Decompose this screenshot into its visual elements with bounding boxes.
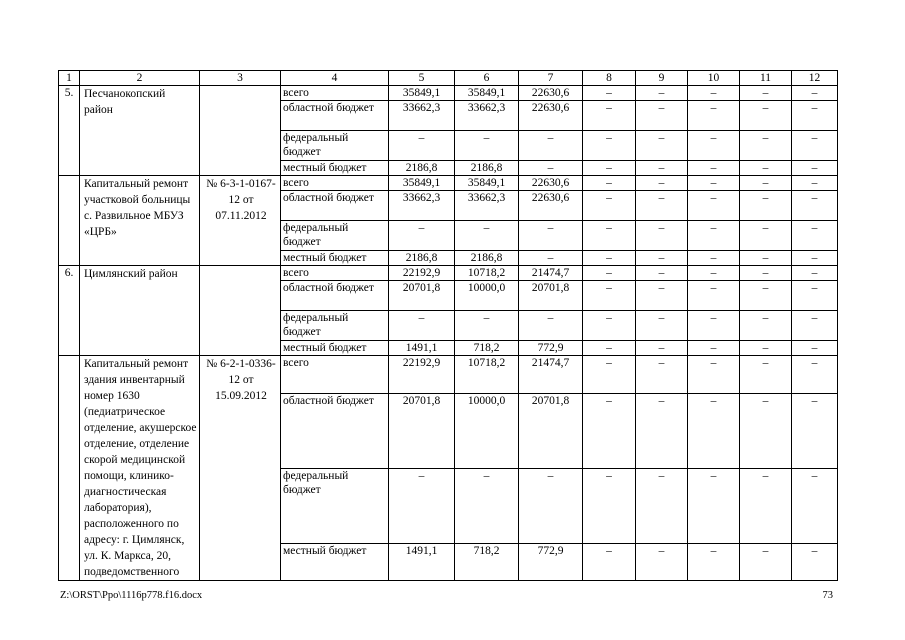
value-cell: – — [792, 161, 838, 176]
funding-source-label: местный бюджет — [281, 543, 389, 581]
funding-source-label: федеральный бюджет — [281, 221, 389, 251]
column-header: 5 — [389, 71, 455, 86]
value-cell: – — [636, 468, 688, 543]
value-cell: 2186,8 — [389, 161, 455, 176]
value-cell: 1491,1 — [389, 341, 455, 356]
value-cell: 20701,8 — [519, 281, 583, 311]
funding-source-label: областной бюджет — [281, 101, 389, 131]
object-name: Капитальный ремонт здания инвентарный номер 1630 (педиатрическое отделение, акушерское отделение, отделение скорой медицинской помощи, клинико-диагностическая лаборатория), расположенного по адресу: г. Цимлянск, ул. К. Маркса, 20, подведомственного — [80, 356, 200, 581]
value-cell: – — [636, 266, 688, 281]
value-cell: – — [740, 281, 792, 311]
value-cell: – — [740, 311, 792, 341]
value-cell: 718,2 — [455, 543, 519, 581]
document-ref — [200, 266, 281, 356]
value-cell: – — [688, 311, 740, 341]
value-cell: – — [740, 191, 792, 221]
table-row — [59, 86, 838, 101]
value-cell: – — [688, 356, 740, 394]
value-cell: – — [583, 131, 636, 161]
value-cell: – — [583, 191, 636, 221]
value-cell: – — [519, 221, 583, 251]
value-cell: 2186,8 — [389, 251, 455, 266]
value-cell: – — [688, 101, 740, 131]
row-number — [59, 356, 80, 581]
funding-source-label: всего — [281, 86, 389, 101]
value-cell: – — [519, 131, 583, 161]
value-cell: – — [636, 131, 688, 161]
value-cell: – — [583, 468, 636, 543]
row-number: 6. — [59, 266, 80, 356]
value-cell: – — [792, 468, 838, 543]
value-cell: – — [740, 266, 792, 281]
value-cell: 22192,9 — [389, 356, 455, 394]
value-cell: – — [792, 393, 838, 468]
value-cell: 35849,1 — [455, 86, 519, 101]
value-cell: – — [636, 191, 688, 221]
value-cell: – — [792, 86, 838, 101]
funding-source-label: всего — [281, 266, 389, 281]
row-number — [59, 176, 80, 266]
budget-table — [58, 70, 838, 581]
value-cell: – — [583, 311, 636, 341]
value-cell: – — [792, 356, 838, 394]
value-cell: – — [792, 543, 838, 581]
value-cell: – — [455, 468, 519, 543]
value-cell: 33662,3 — [455, 191, 519, 221]
column-header: 11 — [740, 71, 792, 86]
funding-source-label: областной бюджет — [281, 393, 389, 468]
value-cell: – — [636, 251, 688, 266]
value-cell: 21474,7 — [519, 266, 583, 281]
value-cell: 772,9 — [519, 543, 583, 581]
value-cell: 22630,6 — [519, 86, 583, 101]
value-cell: – — [583, 341, 636, 356]
value-cell: 22192,9 — [389, 266, 455, 281]
value-cell: – — [583, 543, 636, 581]
value-cell: – — [583, 356, 636, 394]
value-cell: – — [583, 251, 636, 266]
column-header: 12 — [792, 71, 838, 86]
object-name: Капитальный ремонт участковой больницы с. Развильное МБУЗ «ЦРБ» — [80, 176, 200, 266]
value-cell: – — [636, 101, 688, 131]
page-number: 73 — [822, 590, 833, 601]
value-cell: 35849,1 — [455, 176, 519, 191]
column-header: 3 — [200, 71, 281, 86]
value-cell: – — [519, 468, 583, 543]
funding-source-label: федеральный бюджет — [281, 311, 389, 341]
value-cell: – — [688, 393, 740, 468]
value-cell: – — [583, 221, 636, 251]
funding-source-label: областной бюджет — [281, 281, 389, 311]
value-cell: 22630,6 — [519, 191, 583, 221]
value-cell: – — [636, 281, 688, 311]
funding-source-label: всего — [281, 176, 389, 191]
value-cell: – — [389, 221, 455, 251]
value-cell: – — [688, 221, 740, 251]
header-row — [59, 71, 838, 86]
value-cell: – — [389, 468, 455, 543]
value-cell: 10000,0 — [455, 281, 519, 311]
value-cell: – — [583, 266, 636, 281]
value-cell: – — [792, 266, 838, 281]
object-name: Цимлянский район — [80, 266, 200, 356]
value-cell: – — [792, 281, 838, 311]
funding-source-label: местный бюджет — [281, 251, 389, 266]
value-cell: – — [688, 281, 740, 311]
value-cell: – — [792, 101, 838, 131]
value-cell: – — [740, 101, 792, 131]
value-cell: – — [792, 221, 838, 251]
value-cell: – — [740, 468, 792, 543]
value-cell: – — [519, 161, 583, 176]
table-row — [59, 266, 838, 281]
value-cell: – — [688, 161, 740, 176]
value-cell: 33662,3 — [389, 191, 455, 221]
value-cell: – — [740, 221, 792, 251]
value-cell: – — [792, 191, 838, 221]
value-cell: 20701,8 — [519, 393, 583, 468]
document-ref: № 6-2-1-0336-12 от 15.09.2012 — [200, 356, 281, 581]
value-cell: – — [688, 341, 740, 356]
value-cell: 22630,6 — [519, 101, 583, 131]
value-cell: – — [688, 176, 740, 191]
value-cell: 772,9 — [519, 341, 583, 356]
column-header: 4 — [281, 71, 389, 86]
value-cell: 35849,1 — [389, 86, 455, 101]
value-cell: – — [740, 393, 792, 468]
value-cell: 10718,2 — [455, 356, 519, 394]
value-cell: 21474,7 — [519, 356, 583, 394]
footer-file-path: Z:\ORST\Ppo\1116p778.f16.docx — [60, 590, 203, 601]
column-header: 6 — [455, 71, 519, 86]
value-cell: – — [740, 356, 792, 394]
value-cell: – — [583, 161, 636, 176]
funding-source-label: местный бюджет — [281, 341, 389, 356]
funding-source-label: всего — [281, 356, 389, 394]
funding-source-label: федеральный бюджет — [281, 468, 389, 543]
value-cell: – — [636, 176, 688, 191]
value-cell: – — [583, 86, 636, 101]
value-cell: – — [688, 543, 740, 581]
value-cell: – — [636, 161, 688, 176]
funding-source-label: федеральный бюджет — [281, 131, 389, 161]
value-cell: – — [792, 251, 838, 266]
value-cell: 1491,1 — [389, 543, 455, 581]
column-header: 2 — [80, 71, 200, 86]
value-cell: 10000,0 — [455, 393, 519, 468]
value-cell: – — [792, 311, 838, 341]
value-cell: – — [792, 131, 838, 161]
document-ref: № 6-3-1-0167-12 от 07.11.2012 — [200, 176, 281, 266]
value-cell: 2186,8 — [455, 161, 519, 176]
object-name: Песчанокопский район — [80, 86, 200, 176]
value-cell: 718,2 — [455, 341, 519, 356]
value-cell: 20701,8 — [389, 281, 455, 311]
value-cell: – — [519, 251, 583, 266]
value-cell: 33662,3 — [455, 101, 519, 131]
value-cell: – — [792, 341, 838, 356]
value-cell: – — [583, 281, 636, 311]
value-cell: – — [583, 176, 636, 191]
value-cell: – — [688, 191, 740, 221]
value-cell: 2186,8 — [455, 251, 519, 266]
value-cell: 35849,1 — [389, 176, 455, 191]
value-cell: 20701,8 — [389, 393, 455, 468]
column-header: 7 — [519, 71, 583, 86]
value-cell: – — [636, 393, 688, 468]
value-cell: – — [740, 543, 792, 581]
value-cell: – — [792, 176, 838, 191]
value-cell: – — [636, 86, 688, 101]
value-cell: 33662,3 — [389, 101, 455, 131]
table-row — [59, 176, 838, 191]
value-cell: – — [636, 221, 688, 251]
funding-source-label: местный бюджет — [281, 161, 389, 176]
value-cell: – — [688, 251, 740, 266]
value-cell: – — [740, 86, 792, 101]
value-cell: – — [636, 543, 688, 581]
value-cell: 10718,2 — [455, 266, 519, 281]
funding-source-label: областной бюджет — [281, 191, 389, 221]
value-cell: – — [636, 311, 688, 341]
value-cell: – — [740, 161, 792, 176]
table-row — [59, 356, 838, 394]
value-cell: – — [740, 341, 792, 356]
row-number: 5. — [59, 86, 80, 176]
document-ref — [200, 86, 281, 176]
value-cell: – — [583, 393, 636, 468]
value-cell: – — [636, 356, 688, 394]
value-cell: – — [455, 311, 519, 341]
value-cell: – — [740, 131, 792, 161]
value-cell: – — [740, 251, 792, 266]
value-cell: – — [688, 86, 740, 101]
column-header: 8 — [583, 71, 636, 86]
value-cell: – — [389, 131, 455, 161]
value-cell: – — [636, 341, 688, 356]
value-cell: – — [688, 131, 740, 161]
value-cell: – — [688, 266, 740, 281]
value-cell: – — [583, 101, 636, 131]
value-cell: – — [688, 468, 740, 543]
column-header: 10 — [688, 71, 740, 86]
column-header: 1 — [59, 71, 80, 86]
value-cell: 22630,6 — [519, 176, 583, 191]
value-cell: – — [740, 176, 792, 191]
value-cell: – — [389, 311, 455, 341]
value-cell: – — [455, 131, 519, 161]
column-header: 9 — [636, 71, 688, 86]
value-cell: – — [519, 311, 583, 341]
value-cell: – — [455, 221, 519, 251]
